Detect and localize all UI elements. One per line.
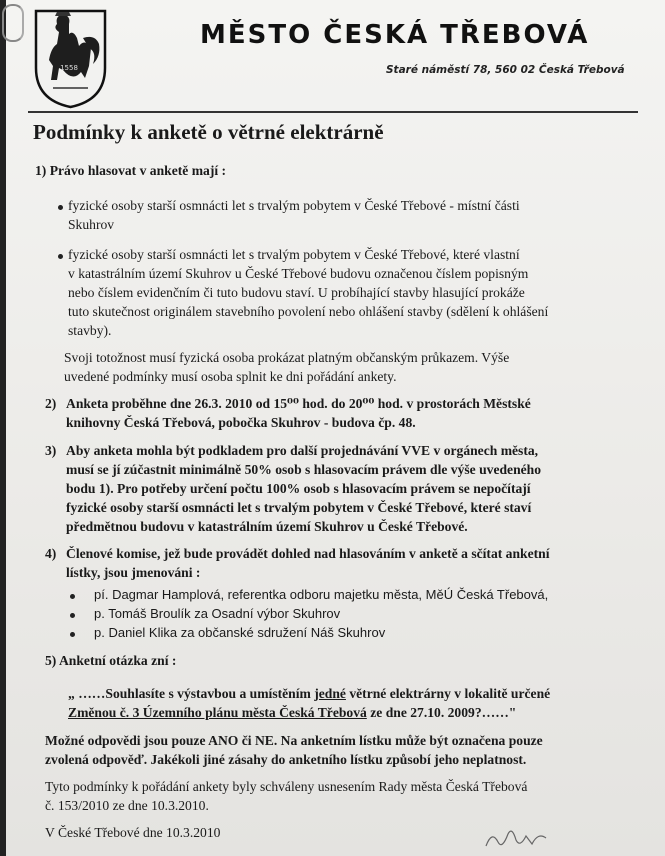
section3-line4: fyzické osoby starší osmnácti let s trvalým pobytem v České Třebové, které staví <box>66 500 532 515</box>
approval-line1: Tyto podmínky k pořádání ankety byly schváleny usnesením Rady města Česká Třebová <box>45 779 528 794</box>
signature-icon <box>482 822 552 852</box>
section5-heading: 5) Anketní otázka zní : <box>45 653 177 668</box>
survey-question-line2 <box>68 703 516 722</box>
question-part: „ ……Souhlasíte s výstavbou a umístěním <box>68 686 315 701</box>
answers-line1: Možné odpovědi jsou pouze ANO či NE. Na anketním lístku může být označena pouze <box>45 733 543 748</box>
section2-line1: Anketa proběhne dne 26.3. 2010 od 15⁰⁰ hod. do 20⁰⁰ hod. v prostorách Městské <box>66 396 531 411</box>
section4-line2: lístky, jsou jmenováni : <box>66 565 201 580</box>
header-divider <box>28 111 638 113</box>
town-name: MĚSTO ČESKÁ TŘEBOVÁ <box>200 20 590 50</box>
answers-line2: zvolená odpověď. Jakékoli jiné zásahy do anketního lístku způsobí jeho neplatnost. <box>45 752 527 767</box>
section2-line2: knihovny Česká Třebová, pobočka Skuhrov - budova čp. 48. <box>66 415 416 430</box>
section1-bullet2-line1: fyzické osoby starší osmnácti let s trvalým pobytem v České Třebové, které vlastní <box>68 247 520 262</box>
section3-line2: musí se jí zúčastnit minimálně 50% osob s hlasovacím právem dle výše uvedeného <box>66 462 542 477</box>
crest-year: 1558 <box>60 64 78 72</box>
question-part: ze dne 27.10. 2009?……" <box>366 705 517 720</box>
bullet-dot <box>70 594 75 599</box>
question-emphasis: jedné <box>314 686 346 701</box>
section2-number: 2) <box>45 396 57 411</box>
bullet-dot <box>70 632 75 637</box>
identity-line2: uvedené podmínky musí osoba splnit ke dni pořádání ankety. <box>64 369 397 384</box>
commission-member-3: p. Daniel Klika za občanské sdružení Náš Skuhrov <box>94 625 386 640</box>
survey-question-line1 <box>68 684 550 703</box>
section3-line3: bodu 1). Pro potřeby určení počtu 100% osob s hlasovacím právem se nepočítají <box>66 481 531 496</box>
section1-bullet2-line2: v katastrálním území Skuhrov u České Třebové budovu označenou číslem popisným <box>68 266 529 281</box>
town-address: Staré náměstí 78, 560 02 Česká Třebová <box>386 64 625 76</box>
section3-number: 3) <box>45 443 57 458</box>
town-coat-of-arms-icon <box>33 8 108 110</box>
section3-line1: Aby anketa mohla být podkladem pro další projednávání VVE v orgánech města, <box>66 443 539 458</box>
question-plan-reference: Změnou č. 3 Územního plánu města Česká Třebová <box>68 705 367 720</box>
section1-bullet2-line4: tuto skutečnost originálem stavebního povolení nebo ohlášení stavby (sdělení k ohlášení <box>68 304 549 319</box>
page-title: Podmínky k anketě o větrné elektrárně <box>33 120 384 144</box>
bullet-dot <box>58 254 63 259</box>
section4-number: 4) <box>45 546 57 561</box>
approval-line2: č. 153/2010 ze dne 10.3.2010. <box>45 798 209 813</box>
bullet-dot <box>70 613 75 618</box>
section1-bullet2-line5: stavby). <box>68 323 112 338</box>
section4-line1: Členové komise, jež bude provádět dohled nad hlasováním v anketě a sčítat anketní <box>66 546 550 561</box>
commission-member-2: p. Tomáš Broulík za Osadní výbor Skuhrov <box>94 606 341 621</box>
section3-line5: předmětnou budovu v katastrálním území Skuhrov u České Třebové. <box>66 519 468 534</box>
section1-bullet1-line1: fyzické osoby starší osmnácti let s trvalým pobytem v České Třebové - místní části <box>68 198 520 213</box>
identity-line1: Svoji totožnost musí fyzická osoba prokázat platným občanským průkazem. Výše <box>64 350 510 365</box>
commission-member-1: pí. Dagmar Hamplová, referentka odboru majetku města, MěÚ Česká Třebová, <box>94 587 549 602</box>
scan-edge <box>0 0 6 856</box>
section1-bullet2-line3: nebo číslem evidenčním či tuto budovu staví. U probíhající stavby hlasující prokáže <box>68 285 525 300</box>
question-part: větrné elektrárny v lokalitě určené <box>345 686 551 701</box>
section1-heading: 1) Právo hlasovat v anketě mají : <box>35 163 227 178</box>
place-and-date: V České Třebové dne 10.3.2010 <box>45 825 221 840</box>
paper-clip <box>2 4 24 42</box>
section1-bullet1-line2: Skuhrov <box>68 217 115 232</box>
bullet-dot <box>58 205 63 210</box>
